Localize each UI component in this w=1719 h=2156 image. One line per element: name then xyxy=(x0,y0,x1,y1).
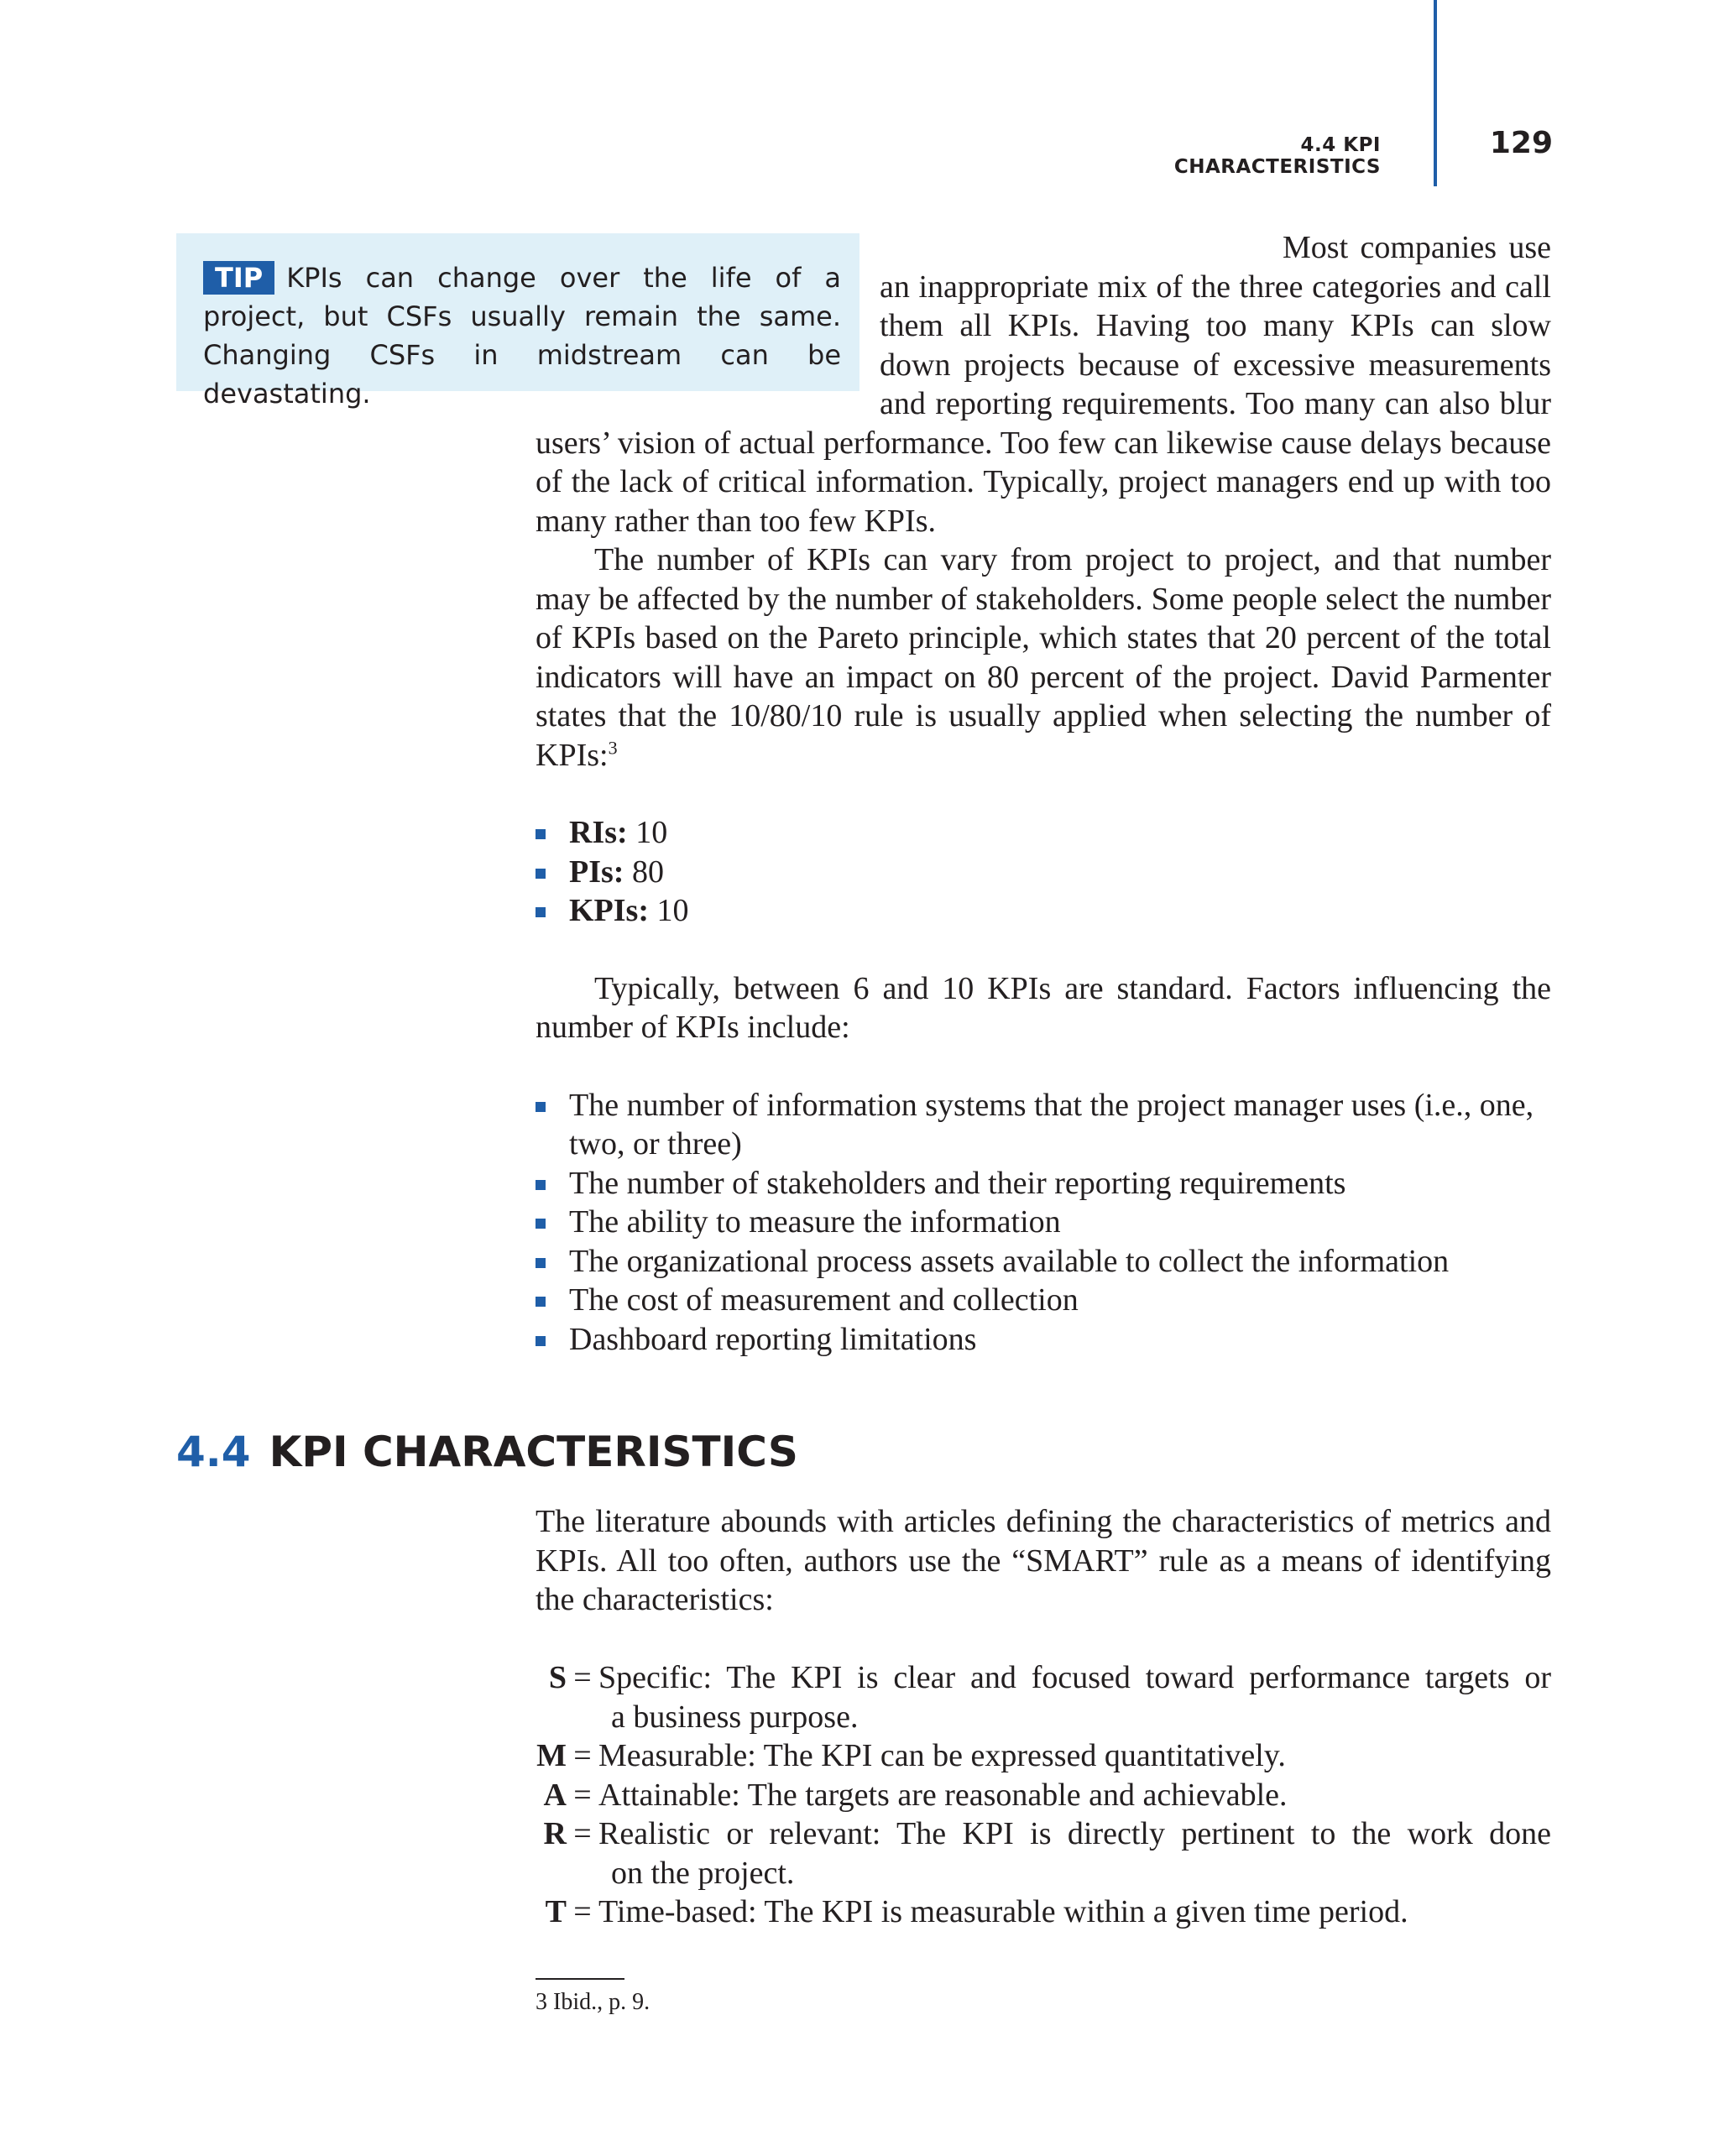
section-number: 4.4 xyxy=(176,1428,251,1476)
smart-text: Attainable: The targets are reasonable and achievable. xyxy=(598,1777,1288,1813)
smart-text: Measurable: The KPI can be expressed quantitatively. xyxy=(598,1738,1286,1773)
smart-letter: R xyxy=(543,1816,567,1851)
tip-label: TIP xyxy=(203,261,274,295)
smart-list xyxy=(504,1658,1551,1932)
smart-text: Realistic or relevant: The KPI is directly pertinent to the work done xyxy=(598,1816,1551,1851)
section-body xyxy=(536,1502,1551,1620)
smart-text: Specific: The KPI is clear and focused toward performance targets or xyxy=(598,1660,1551,1695)
spacer xyxy=(536,775,1551,813)
spacer xyxy=(536,1047,1551,1086)
list-item: The cost of measurement and collection xyxy=(536,1281,1551,1320)
paragraph-1: Most companies use an inappropriate mix of the three categories and call them all KPIs. Having too many KPIs can slow down projects because of excessive measurements and reporting requirements. Too many can also blur users’ vision of actual performance. Too few can likewise cause delays because of the lack of critical information. Typically, project managers end up with too many rather than too few KPIs. xyxy=(536,230,1551,539)
smart-eq: = xyxy=(573,1660,592,1695)
section-paragraph: The literature abounds with articles defining the characteristics of metrics and KPIs. All too often, authors use the “SMART” rule as a means of identifying the characteristics: xyxy=(536,1504,1551,1617)
list-item xyxy=(536,813,1551,853)
smart-continuation: a business purpose. xyxy=(611,1699,859,1735)
smart-continuation: on the project. xyxy=(611,1855,795,1891)
paragraph-2 xyxy=(536,540,1551,775)
smart-eq: = xyxy=(573,1816,592,1851)
list-item: The ability to measure the information xyxy=(536,1203,1551,1242)
rule-value: 80 xyxy=(631,854,664,890)
factor-list xyxy=(536,1086,1551,1360)
tip-body: KPIs can change over the life of a project, but CSFs usually remain the same. Changing CSFs in midstream can be devastating. xyxy=(203,262,841,410)
rule-list xyxy=(536,813,1551,931)
list-item xyxy=(536,853,1551,892)
body-text xyxy=(536,228,1551,1359)
page-number: 129 xyxy=(1489,126,1553,160)
rule-label: RIs: xyxy=(569,815,628,850)
footnote-rule xyxy=(536,1978,624,1980)
smart-row xyxy=(504,1814,1551,1854)
rule-label: PIs: xyxy=(569,854,624,890)
smart-letter: S xyxy=(548,1660,567,1695)
paragraph-2-text: The number of KPIs can vary from project to project, and that number may be affected by the number of stakeholders. Some people select the number of KPIs based on the Pareto principle, which states that 20 percent of the total indicators will have an impact on 80 percent of the project. David Parmenter states that the 10/80/10 rule is usually applied when selecting the number of KPIs: xyxy=(536,542,1551,773)
list-item: The number of information systems that the project manager uses (i.e., one, two, or three) xyxy=(536,1086,1551,1164)
smart-text: Time-based: The KPI is measurable within a given time period. xyxy=(598,1894,1408,1929)
smart-eq: = xyxy=(573,1894,592,1929)
list-item: Dashboard reporting limitations xyxy=(536,1320,1551,1360)
smart-row xyxy=(504,1892,1551,1932)
paragraph-3: Typically, between 6 and 10 KPIs are standard. Factors influencing the number of KPIs include: xyxy=(536,970,1551,1045)
smart-letter: T xyxy=(545,1894,567,1929)
list-item: The organizational process assets available to collect the information xyxy=(536,1242,1551,1282)
smart-eq: = xyxy=(573,1738,592,1773)
tip-spacer xyxy=(536,228,880,405)
rule-value: 10 xyxy=(656,893,689,928)
list-item: The number of stakeholders and their reporting requirements xyxy=(536,1164,1551,1203)
smart-row xyxy=(504,1736,1551,1776)
rule-value: 10 xyxy=(635,815,668,850)
list-item xyxy=(536,891,1551,931)
section-heading xyxy=(176,1427,798,1477)
smart-row xyxy=(504,1776,1551,1815)
footnote-ref: 3 xyxy=(608,736,618,758)
section-title: KPI CHARACTERISTICS xyxy=(269,1428,798,1476)
header-divider xyxy=(1434,0,1437,186)
smart-eq: = xyxy=(573,1777,592,1813)
smart-letter: M xyxy=(536,1738,567,1773)
smart-letter: A xyxy=(543,1777,567,1813)
running-head: 4.4 KPI CHARACTERISTICS xyxy=(1173,134,1381,178)
footnote: 3 Ibid., p. 9. xyxy=(536,1989,651,2015)
rule-label: KPIs: xyxy=(569,893,649,928)
smart-row xyxy=(504,1658,1551,1698)
spacer xyxy=(536,931,1551,969)
